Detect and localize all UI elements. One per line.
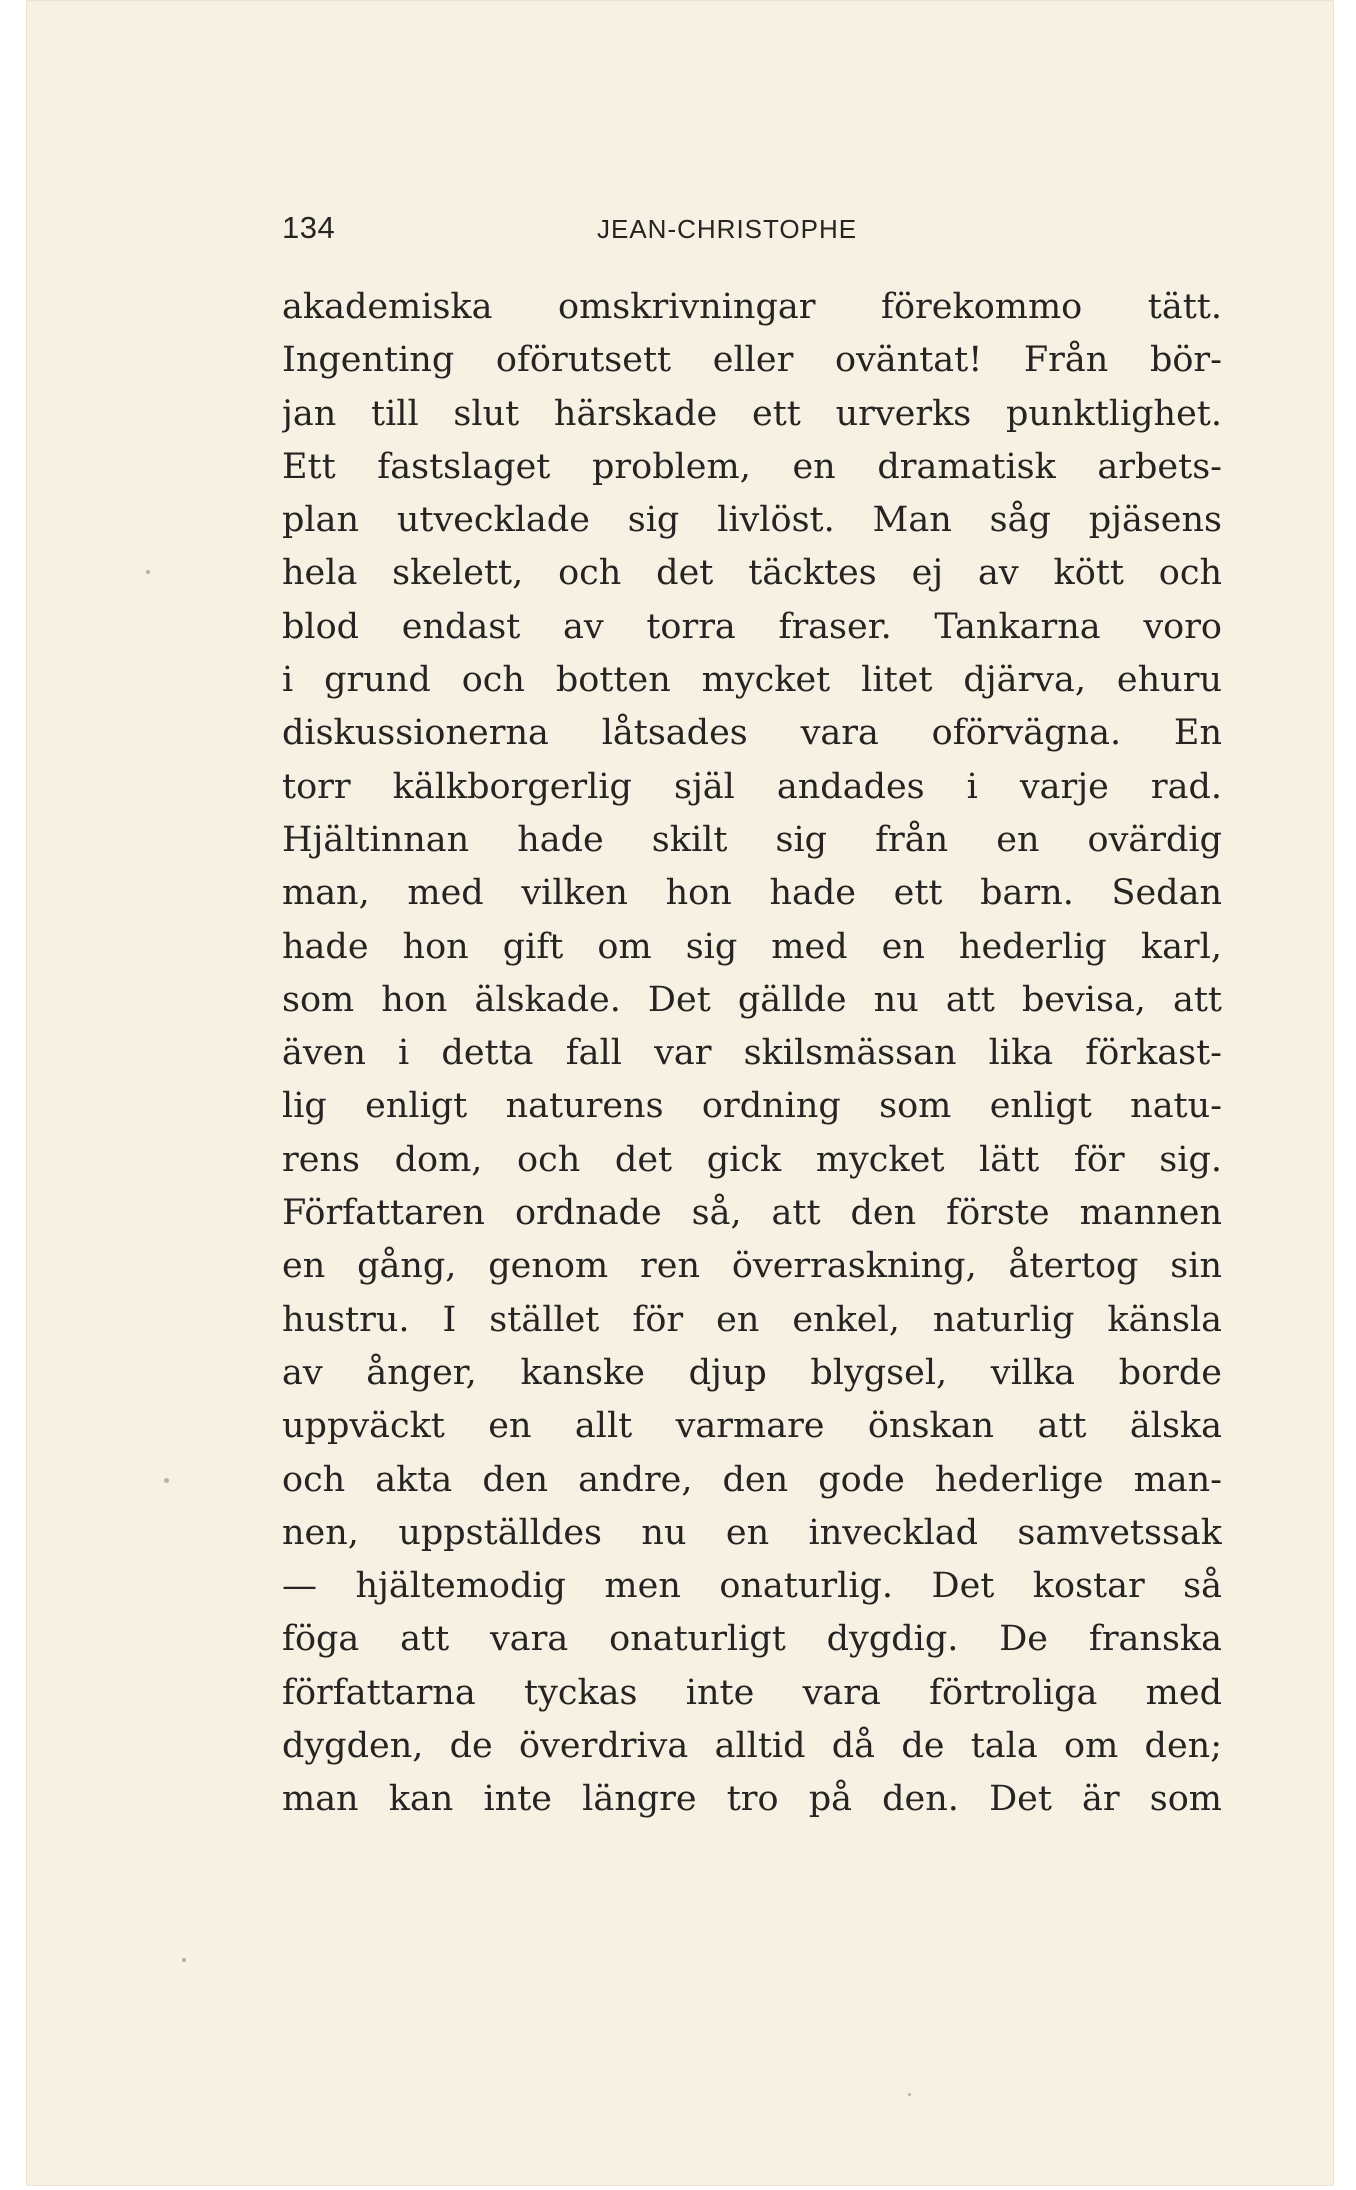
text-line: föga att vara onaturligt dygdig. De franska: [282, 1619, 1222, 1660]
text-line: Ingenting oförutsett eller oväntat! Från bör-: [282, 340, 1222, 381]
text-line: och akta den andre, den gode hederlige man-: [282, 1459, 1222, 1500]
text-line: plan utvecklade sig livlöst. Man såg pjäsens: [282, 500, 1222, 541]
text-line: hela skelett, och det täcktes ej av kött och: [282, 553, 1222, 594]
text-line: uppväckt en allt varmare önskan att älska: [282, 1406, 1222, 1447]
page-number: 134: [282, 210, 336, 245]
text-line: som hon älskade. Det gällde nu att bevisa, att: [282, 979, 1222, 1020]
text-line: man, med vilken hon hade ett barn. Sedan: [282, 873, 1222, 914]
text-line: blod endast av torra fraser. Tankarna voro: [282, 606, 1222, 647]
text-line: diskussionerna låtsades vara oförvägna. En: [282, 713, 1222, 754]
text-line: Författaren ordnade så, att den förste mannen: [282, 1193, 1222, 1234]
text-line: dygden, de överdriva alltid då de tala om den;: [282, 1726, 1222, 1767]
text-line: nen, uppställdes nu en invecklad samvetssak: [282, 1512, 1222, 1553]
text-line: man kan inte längre tro på den. Det är som: [282, 1779, 1222, 1820]
text-line: hustru. I stället för en enkel, naturlig känsla: [282, 1299, 1222, 1340]
paper-speck: [182, 1958, 186, 1962]
text-line: en gång, genom ren överraskning, återtog sin: [282, 1246, 1222, 1287]
text-line: i grund och botten mycket litet djärva, ehuru: [282, 660, 1222, 701]
running-title: JEAN-CHRISTOPHE: [597, 214, 858, 244]
text-line: även i detta fall var skilsmässan lika förkast-: [282, 1033, 1222, 1074]
paper-speck: [146, 570, 150, 574]
paper-speck: [164, 1478, 169, 1483]
text-line: Hjältinnan hade skilt sig från en ovärdig: [282, 819, 1222, 860]
text-line: hade hon gift om sig med en hederlig karl,: [282, 926, 1222, 967]
text-line: torr kälkborgerlig själ andades i varje rad.: [282, 766, 1222, 807]
body-text: [282, 281, 1222, 1827]
paper-speck: [908, 2093, 911, 2096]
text-line: jan till slut härskade ett urverks punktlighet.: [282, 393, 1222, 434]
text-line: — hjältemodig men onaturlig. Det kostar så: [282, 1566, 1222, 1607]
text-line: Ett fastslaget problem, en dramatisk arbets-: [282, 446, 1222, 487]
running-head: [282, 210, 1222, 250]
text-line: av ånger, kanske djup blygsel, vilka borde: [282, 1352, 1222, 1393]
text-line: rens dom, och det gick mycket lätt för sig.: [282, 1139, 1222, 1180]
text-line: lig enligt naturens ordning som enligt natu-: [282, 1086, 1222, 1127]
text-line: författarna tyckas inte vara förtroliga med: [282, 1672, 1222, 1713]
text-line: akademiska omskrivningar förekommo tätt.: [282, 287, 1222, 327]
